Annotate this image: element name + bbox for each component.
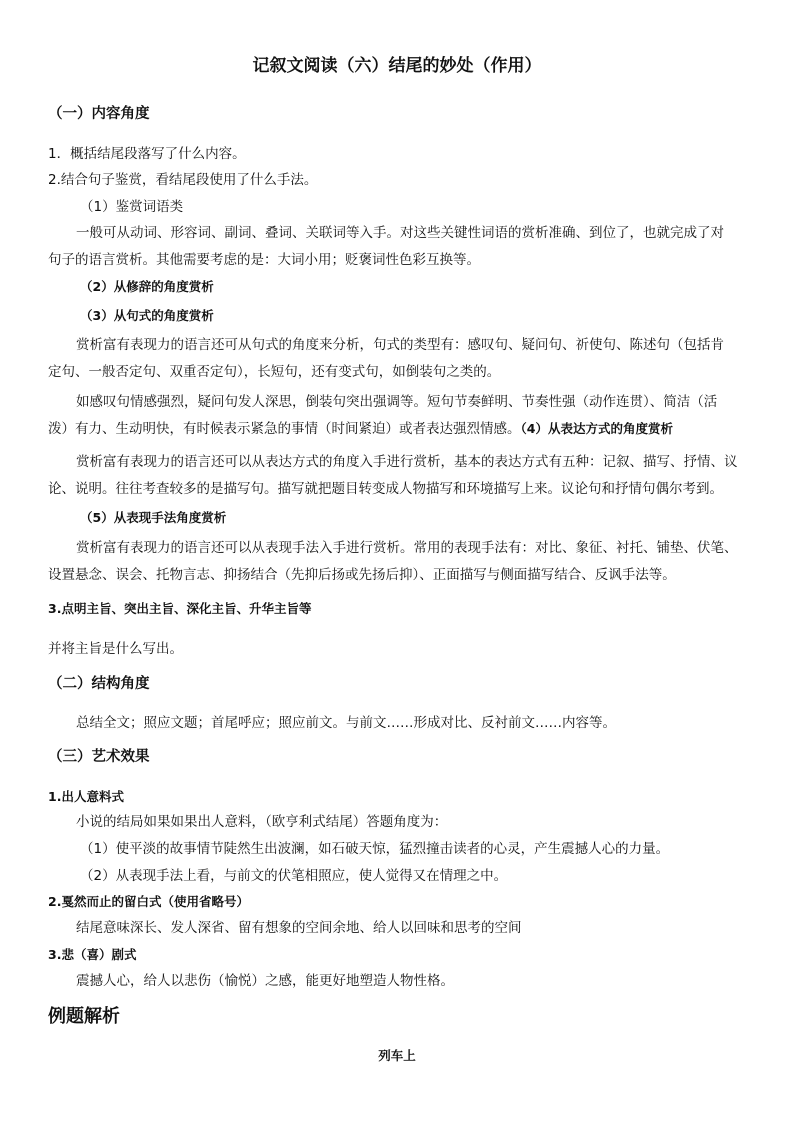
- subheading-5: （5）从表现手法角度赏析: [80, 510, 227, 525]
- section-1-heading: （一）内容角度: [48, 106, 150, 122]
- subheading-4: （4）从表达方式的角度赏析: [520, 421, 673, 436]
- section-3-item-2: 2.戛然而止的留白式（使用省略号）: [48, 894, 249, 909]
- paragraph-3-line-2: 定句、一般否定句、双重否定句），长短句，还有变式句，如倒装句之类的。: [48, 364, 501, 380]
- section-3-item-1-text: 小说的结局如果如果出人意料，（欧亨利式结尾）答题角度为：: [76, 814, 448, 830]
- section-3-item-3: 3.悲（喜）剧式: [48, 947, 137, 962]
- subheading-2: （2）从修辞的角度赏析: [80, 279, 214, 294]
- section-3-item-1-point-2: （2）从表现手法上看，与前文的伏笔相照应，使人觉得又在情理之中。: [80, 868, 508, 884]
- section-1-item-2: 2.结合句子鉴赏，看结尾段使用了什么手法。: [48, 172, 318, 188]
- section-2-text: 总结全文；照应文题；首尾呼应；照应前文。与前文……形成对比、反衬前文……内容等。: [76, 715, 616, 731]
- paragraph-1-line-2: 句子的语言赏析。其他需要考虑的是：大词小用；贬褒词性色彩互换等。: [48, 252, 480, 268]
- section-3-item-2-text: 结尾意味深长、发人深省、留有想象的空间余地、给人以回味和思考的空间: [76, 920, 522, 936]
- subheading-3: （3）从句式的角度赏析: [80, 308, 214, 323]
- paragraph-4-line-2: [48, 419, 673, 439]
- page-title: 记叙文阅读（六）结尾的妙处（作用）: [252, 56, 542, 76]
- section-3-heading: （三）艺术效果: [48, 749, 150, 765]
- paragraph-3-line-1: 赏析富有表现力的语言还可从句式的角度来分析，句式的类型有：感叹句、疑问句、祈使句、陈述句（包括肯: [76, 337, 724, 353]
- section-3-item-1-point-1: （1）使平淡的故事情节陡然生出波澜，如石破天惊，猛烈撞击读者的心灵，产生震撼人心的力量。: [80, 841, 670, 857]
- section-1-item-1: 1．概括结尾段落写了什么内容。: [48, 146, 246, 162]
- article-title: 列车上: [378, 1048, 416, 1063]
- section-1-item-3-text: 并将主旨是什么写出。: [48, 641, 183, 657]
- paragraph-4-line-1: 如感叹句情感强烈，疑问句发人深思，倒装句突出强调等。短句节奏鲜明、节奏性强（动作连贯）、简洁（活: [76, 394, 718, 410]
- section-3-item-1: 1.出人意料式: [48, 789, 124, 804]
- section-2-heading: （二）结构角度: [48, 676, 150, 692]
- section-3-item-3-text: 震撼人心，给人以悲伤（愉悦）之感，能更好地塑造人物性格。: [76, 973, 454, 989]
- paragraph-1-line-1: 一般可从动词、形容词、副词、叠词、关联词等入手。对这些关键性词语的赏析准确、到位了，也就完成了对: [76, 225, 724, 241]
- subheading-1: （1）鉴赏词语类: [80, 199, 184, 215]
- paragraph-5-line-2: 论、说明。往往考查较多的是描写句。描写就把题目转变成人物描写和环境描写上来。议论句和抒情句偶尔考到。: [48, 481, 723, 497]
- paragraph-6-line-1: 赏析富有表现力的语言还可以从表现手法入手进行赏析。常用的表现手法有：对比、象征、衬托、铺垫、伏笔、: [76, 540, 738, 556]
- section-1-item-3: 3.点明主旨、突出主旨、深化主旨、升华主旨等: [48, 601, 312, 616]
- paragraph-6-line-2: 设置悬念、误会、托物言志、抑扬结合（先抑后扬或先扬后抑）、正面描写与侧面描写结合、反讽手法等。: [48, 567, 676, 583]
- paragraph-5-line-1: 赏析富有表现力的语言还可以从表达方式的角度入手进行赏析，基本的表达方式有五种：记叙、描写、抒情、议: [76, 454, 738, 470]
- paragraph-4-text: 泼）有力、生动明快，有时候表示紧急的事情（时间紧迫）或者表达强烈情感。: [48, 421, 521, 437]
- example-heading: 例题解析: [48, 1006, 120, 1027]
